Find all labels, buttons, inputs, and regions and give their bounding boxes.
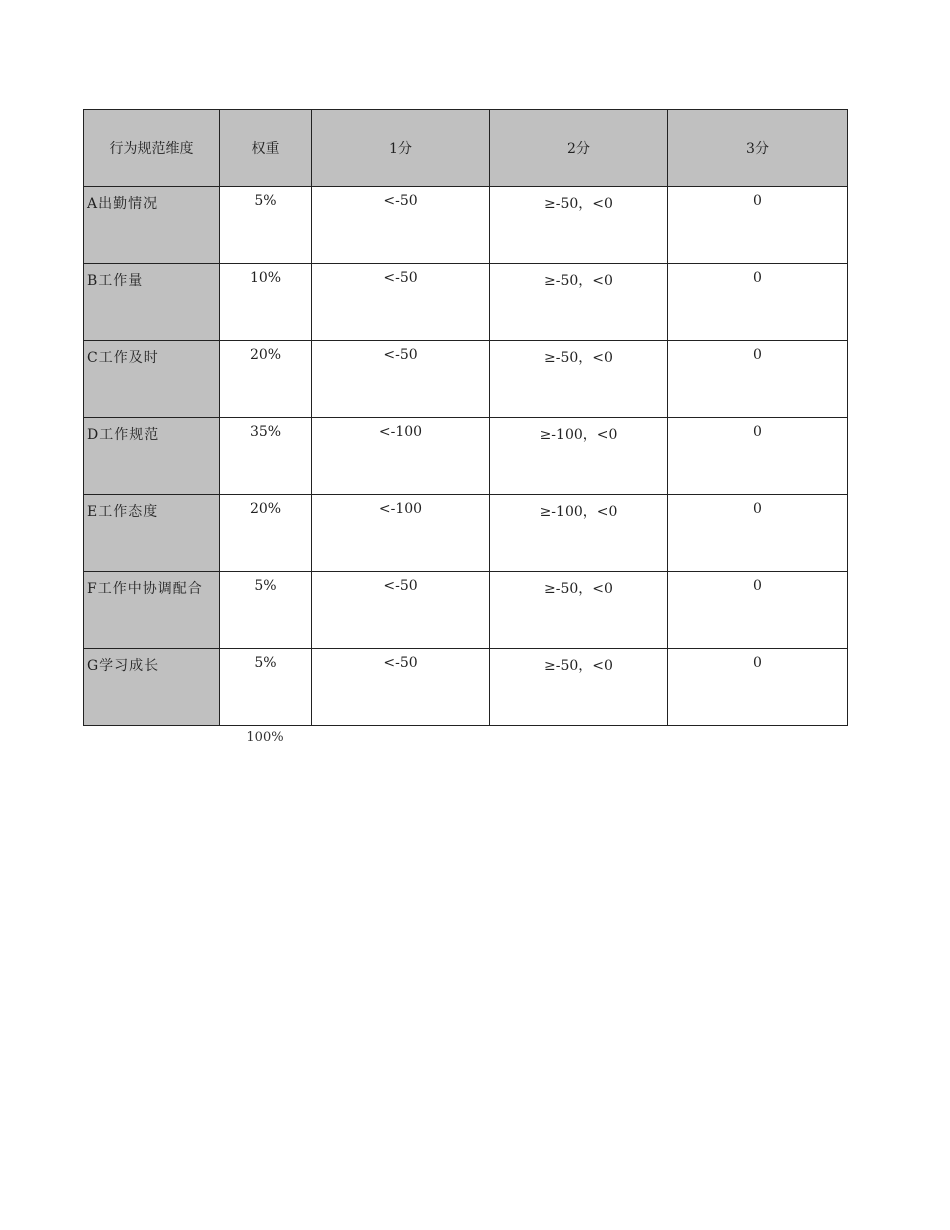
score-3-cell: 0 [668,495,848,572]
score-1-cell: <-100 [312,418,490,495]
score-1-cell: <-100 [312,495,490,572]
score-3-cell: 0 [668,418,848,495]
score-3-cell: 0 [668,187,848,264]
weight-cell: 10% [220,264,312,341]
weight-cell: 20% [220,341,312,418]
header-dimension: 行为规范维度 [84,110,220,187]
dimension-cell: B工作量 [84,264,220,341]
score-1-cell: <-50 [312,187,490,264]
score-1-cell: <-50 [312,341,490,418]
total-weight: 100% [246,730,284,745]
dimension-cell: C工作及时 [84,341,220,418]
behavior-score-table [83,109,848,726]
table-row [84,495,848,572]
dimension-cell: G学习成长 [84,649,220,726]
score-2-cell: ≥-50，<0 [490,341,668,418]
table-row [84,418,848,495]
score-2-cell: ≥-100，<0 [490,418,668,495]
score-1-cell: <-50 [312,649,490,726]
score-2-cell: ≥-50，<0 [490,649,668,726]
header-row [84,110,848,187]
score-2-cell: ≥-50，<0 [490,264,668,341]
dimension-cell: F工作中协调配合 [84,572,220,649]
score-sheet [83,109,848,726]
score-3-cell: 0 [668,341,848,418]
header-weight: 权重 [220,110,312,187]
header-score-3: 3分 [668,110,848,187]
weight-cell: 5% [220,572,312,649]
weight-cell: 5% [220,187,312,264]
score-2-cell: ≥-100，<0 [490,495,668,572]
table-row [84,572,848,649]
score-3-cell: 0 [668,572,848,649]
dimension-cell: E工作态度 [84,495,220,572]
score-1-cell: <-50 [312,572,490,649]
table-row [84,341,848,418]
score-3-cell: 0 [668,264,848,341]
score-3-cell: 0 [668,649,848,726]
table-row [84,649,848,726]
weight-cell: 5% [220,649,312,726]
table-row [84,264,848,341]
weight-cell: 35% [220,418,312,495]
weight-cell: 20% [220,495,312,572]
score-2-cell: ≥-50，<0 [490,572,668,649]
header-score-2: 2分 [490,110,668,187]
dimension-cell: D工作规范 [84,418,220,495]
score-2-cell: ≥-50，<0 [490,187,668,264]
score-1-cell: <-50 [312,264,490,341]
header-score-1: 1分 [312,110,490,187]
dimension-cell: A出勤情况 [84,187,220,264]
table-row [84,187,848,264]
